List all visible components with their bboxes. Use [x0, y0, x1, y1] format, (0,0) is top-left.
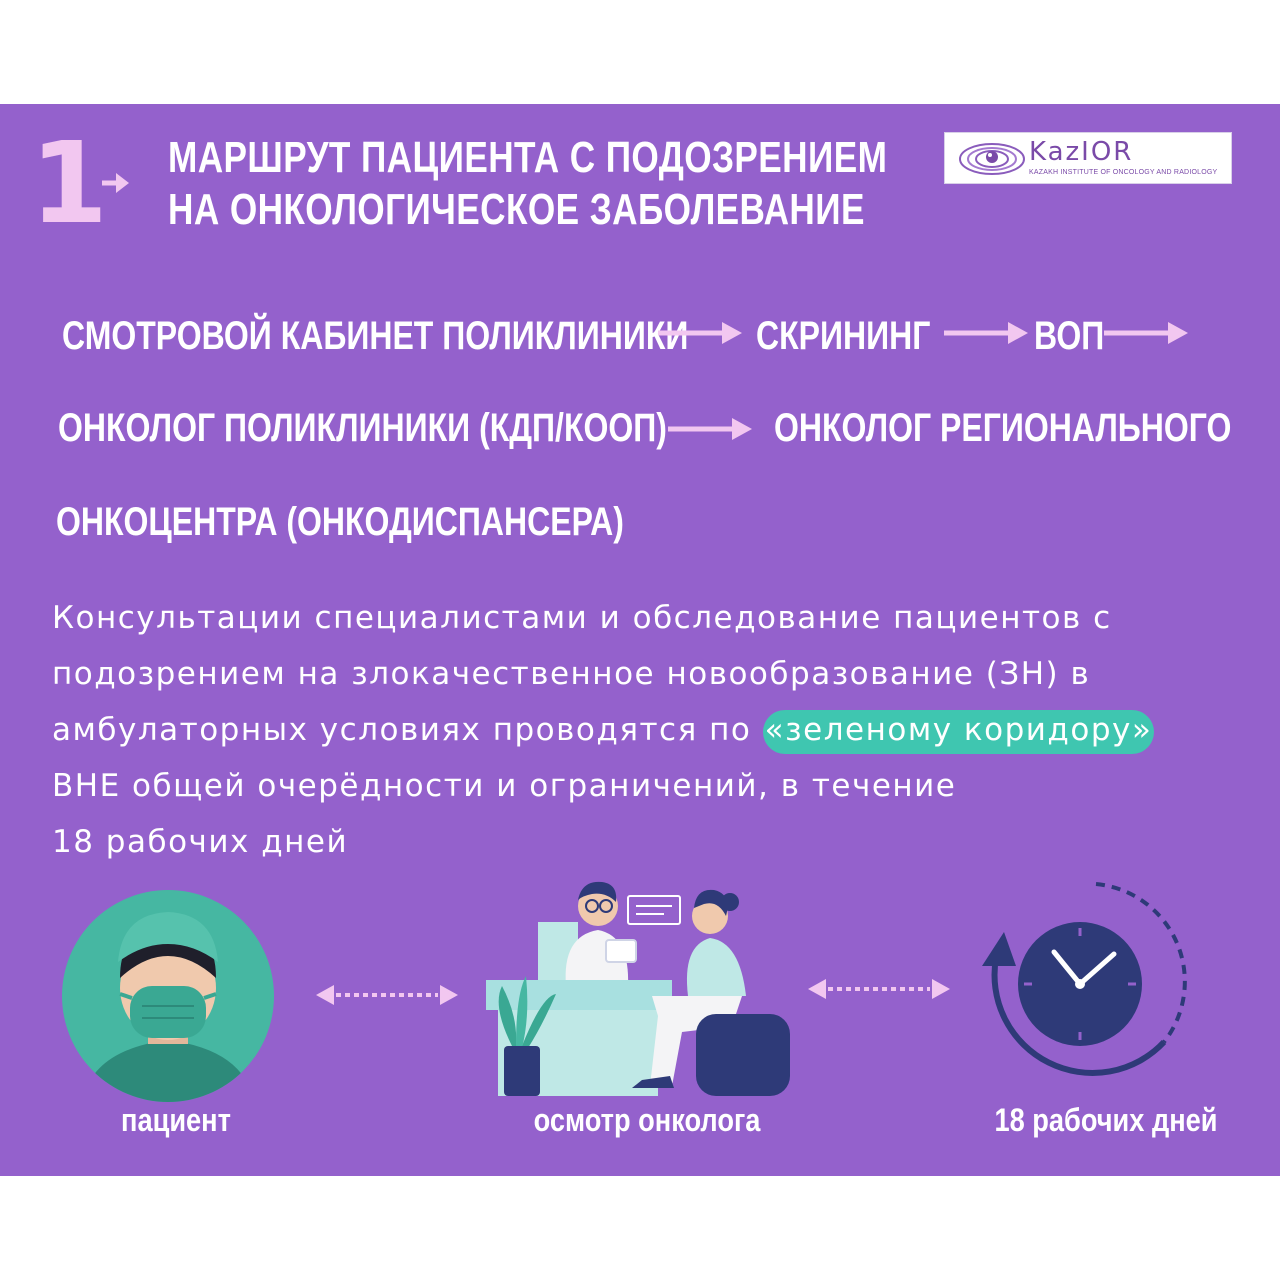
flow-arrow-icon [1104, 318, 1190, 348]
description-line-1: Консультации специалистами и обследование пациентов с [52, 600, 1112, 636]
patient-label: пациент [121, 1102, 231, 1138]
logo-emblem-icon [957, 141, 1027, 177]
logo-subtitle: KAZAKH INSTITUTE OF ONCOLOGY AND RADIOLOGY [1029, 169, 1218, 176]
flow-arrow-icon [658, 318, 744, 348]
exam-label: осмотр онколога [533, 1102, 761, 1138]
route-step-1: СМОТРОВОЙ КАБИНЕТ ПОЛИКЛИНИКИ [62, 314, 689, 358]
logo-name: KazIOR [1029, 137, 1134, 167]
route-step-5: ОНКОЛОГ РЕГИОНАЛЬНОГО [774, 406, 1232, 450]
double-arrow-icon [314, 982, 460, 1008]
step-arrow-icon [100, 170, 130, 196]
clock-illustration [968, 872, 1198, 1096]
double-arrow-icon [806, 976, 952, 1002]
route-step-4: ОНКОЛОГ ПОЛИКЛИНИКИ (КДП/КООП) [58, 406, 667, 450]
days-label: 18 рабочих дней [994, 1102, 1218, 1138]
flow-arrow-icon [944, 318, 1030, 348]
route-step-2: СКРИНИНГ [756, 314, 931, 358]
oncologist-exam-illustration [482, 876, 792, 1098]
flow-arrow-icon [668, 414, 754, 444]
description-line-3 [52, 702, 1272, 758]
green-corridor-highlight: «зеленому коридору» [763, 710, 1155, 754]
step-number: 1 [30, 119, 108, 249]
kazior-logo [944, 132, 1232, 184]
description-line-5: 18 рабочих дней [52, 824, 349, 860]
route-step-6: ОНКОЦЕНТРА (ОНКОДИСПАНСЕРА) [56, 500, 624, 544]
title-line-2: НА ОНКОЛОГИЧЕСКОЕ ЗАБОЛЕВАНИЕ [168, 185, 865, 234]
description-line-2: подозрением на злокачественное новообразование (ЗН) в [52, 656, 1091, 692]
route-step-3: ВОП [1034, 314, 1105, 358]
title-line-1: МАРШРУТ ПАЦИЕНТА С ПОДОЗРЕНИЕМ [168, 133, 888, 182]
description-line-3-text: амбулаторных условиях проводятся по [52, 712, 763, 748]
description-line-4: ВНЕ общей очерёдности и ограничений, в течение [52, 768, 957, 804]
patient-illustration [62, 890, 274, 1102]
description-text [52, 590, 1272, 870]
page-title [168, 132, 888, 236]
